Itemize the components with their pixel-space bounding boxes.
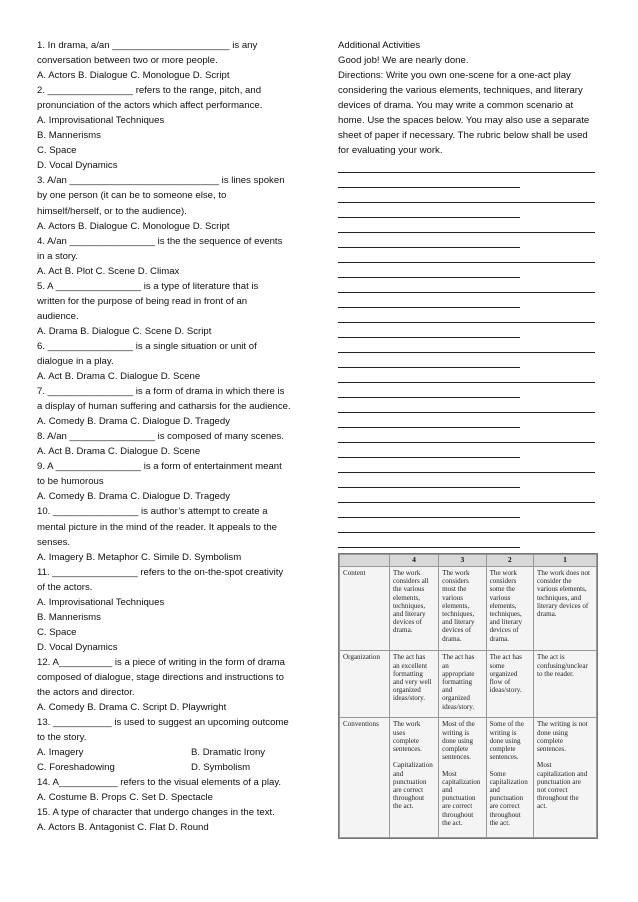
rubric-cell: The work does not consider the various elements, techniques, and literary devices of drama.	[534, 567, 597, 651]
rubric-criterion: Conventions	[340, 718, 390, 838]
blank-writing-line[interactable]	[338, 503, 520, 518]
quiz-text: A. Imagery B. Metaphor C. Simile D. Symbolism	[37, 551, 242, 563]
blank-writing-line[interactable]	[338, 428, 595, 443]
quiz-line	[37, 595, 307, 610]
quiz-text: A. Improvisational Techniques	[37, 115, 165, 127]
quiz-text: conversation between two or more people.	[37, 55, 218, 67]
quiz-line	[37, 429, 307, 444]
quiz-line	[37, 565, 307, 580]
quiz-text: audience.	[37, 310, 79, 322]
quiz-text: A. Costume B. Props C. Set D. Spectacle	[37, 792, 213, 804]
quiz-text: senses.	[37, 536, 71, 548]
quiz-text: of the actors.	[37, 581, 93, 593]
quiz-line	[37, 68, 307, 83]
blank-writing-line[interactable]	[338, 158, 595, 173]
quiz-text: A. Act B. Drama C. Dialogue D. Scene	[37, 446, 201, 458]
quiz-text: C. Foreshadowing	[37, 762, 115, 774]
blank-writing-line[interactable]	[338, 233, 520, 248]
blank-writing-line[interactable]	[338, 533, 520, 548]
rubric-cell: Some of the writing is done using complete sentences. Some capitalization and punctuation are correct throughout the act.	[486, 718, 533, 838]
blank-writing-line[interactable]	[338, 203, 520, 218]
quiz-text: 11. ________________ refers to the on-the-spot creativity	[37, 566, 284, 578]
directions-line: considering the various elements, techniques, and literary	[338, 85, 583, 97]
writing-lines[interactable]	[338, 158, 600, 548]
quiz-text: 14. A___________ refers to the visual elements of a play.	[37, 777, 282, 789]
quiz-text: 7. ________________ is a form of drama in which there is	[37, 386, 285, 398]
quiz-text: by one person (it can be to someone else, to	[37, 190, 227, 202]
directions-line: Directions: Write you own one-scene for a one-act play	[338, 70, 571, 82]
quiz-line	[37, 264, 307, 279]
quiz-line	[37, 760, 307, 775]
rubric-cell: The act has some organized flow of ideas/story.	[486, 651, 533, 718]
quiz-line	[37, 384, 307, 399]
quiz-text: C. Space	[37, 626, 77, 638]
quiz-line	[37, 730, 307, 745]
quiz-line	[37, 805, 307, 820]
blank-writing-line[interactable]	[338, 488, 595, 503]
quiz-text: A. Imagery	[37, 747, 84, 759]
blank-writing-line[interactable]	[338, 398, 595, 413]
quiz-text: A. Act B. Drama C. Dialogue D. Scene	[37, 371, 201, 383]
quiz-text: A. Actors B. Dialogue C. Monologue D. Script	[37, 220, 230, 232]
blank-writing-line[interactable]	[338, 263, 520, 278]
quiz-text: A. Drama B. Dialogue C. Scene D. Script	[37, 325, 212, 337]
rubric-cell: Most of the writing is done using complete sentences. Most capitalization and punctuation are correct throughout the act.	[439, 718, 486, 838]
quiz-line	[37, 294, 307, 309]
blank-writing-line[interactable]	[338, 218, 595, 233]
quiz-line	[37, 820, 307, 835]
quiz-line	[37, 204, 307, 219]
quiz-text: A. Comedy B. Drama C. Script D. Playwright	[37, 702, 227, 714]
quiz-text: 8. A/an ________________ is composed of many scenes.	[37, 431, 284, 443]
quiz-text: D. Symbolism	[191, 762, 251, 774]
quiz-line	[37, 143, 307, 158]
rubric-cell: The work considers all the various elements, techniques, and literary devices of drama.	[390, 567, 439, 651]
blank-writing-line[interactable]	[338, 458, 595, 473]
quiz-text: B. Dramatic Irony	[191, 747, 266, 759]
quiz-text: dialogue in a play.	[37, 355, 114, 367]
quiz-line	[37, 790, 307, 805]
blank-writing-line[interactable]	[338, 383, 520, 398]
quiz-line	[37, 444, 307, 459]
quiz-line	[37, 173, 307, 188]
blank-writing-line[interactable]	[338, 248, 595, 263]
quiz-text: A. Comedy B. Drama C. Dialogue D. Tragedy	[37, 416, 231, 428]
rubric-score-header: 2	[486, 555, 533, 567]
quiz-line	[37, 580, 307, 595]
rubric-row	[340, 651, 597, 718]
rubric-cell: The writing is not done using complete sentences. Most capitalization and punctuation are not correct throughout the act.	[534, 718, 597, 838]
quiz-line	[37, 249, 307, 264]
rubric-cell: The act has an appropriate formatting and organized ideas/story.	[439, 651, 486, 718]
quiz-line	[37, 158, 307, 173]
rubric-table	[338, 553, 598, 839]
quiz-line	[37, 279, 307, 294]
quiz-text: to be humorous	[37, 476, 104, 488]
quiz-line	[37, 685, 307, 700]
quiz-line	[37, 715, 307, 730]
quiz-text: 5. A ________________ is a type of literature that is	[37, 280, 259, 292]
quiz-line	[37, 339, 307, 354]
quiz-text: pronunciation of the actors which affect performance.	[37, 100, 263, 112]
quiz-text: A. Act B. Plot C. Scene D. Climax	[37, 265, 180, 277]
quiz-text: composed of dialogue, stage directions and instructions to	[37, 671, 284, 683]
quiz-line	[37, 399, 307, 414]
quiz-line	[37, 504, 307, 519]
blank-writing-line[interactable]	[338, 173, 520, 188]
quiz-line	[37, 113, 307, 128]
quiz-text: C. Space	[37, 145, 77, 157]
quiz-line	[37, 489, 307, 504]
quiz-text: the actors and director.	[37, 687, 135, 699]
quiz-text: 6. ________________ is a single situation or unit of	[37, 340, 257, 352]
quiz-line	[37, 414, 307, 429]
rubric-cell: The work considers some the various elements, techniques, and literary devices of drama.	[486, 567, 533, 651]
rubric-cell: The work uses complete sentences. Capitalization and punctuation are correct throughout the act.	[390, 718, 439, 838]
quiz-line	[37, 625, 307, 640]
blank-writing-line[interactable]	[338, 473, 520, 488]
activities-subtitle: Good job! We are nearly done.	[338, 55, 469, 67]
quiz-text: A. Actors B. Dialogue C. Monologue D. Script	[37, 70, 230, 82]
blank-writing-line[interactable]	[338, 338, 595, 353]
quiz-text: D. Vocal Dynamics	[37, 160, 118, 172]
quiz-line	[37, 128, 307, 143]
quiz-line	[37, 354, 307, 369]
quiz-text: in a story.	[37, 250, 78, 262]
quiz-text: A. Actors B. Antagonist C. Flat D. Round	[37, 822, 209, 834]
blank-writing-line[interactable]	[338, 188, 595, 203]
quiz-text: 13. ___________ is used to suggest an upcoming outcome	[37, 717, 289, 729]
quiz-text: 1. In drama, a/an ______________________ is any	[37, 40, 258, 51]
activities-title: Additional Activities	[338, 40, 421, 51]
blank-writing-line[interactable]	[338, 518, 595, 533]
blank-writing-line[interactable]	[338, 368, 595, 383]
activities-directions	[338, 68, 600, 158]
rubric-score-header: 3	[439, 555, 486, 567]
rubric-cell: The act is confusing/unclear to the reader.	[534, 651, 597, 718]
rubric-cell: The act has an excellent formatting and very well organized ideas/story.	[390, 651, 439, 718]
quiz-line	[37, 640, 307, 655]
quiz-line	[37, 535, 307, 550]
rubric-score-header	[340, 555, 390, 567]
directions-line: for evaluating your work.	[338, 145, 443, 157]
quiz-line	[37, 219, 307, 234]
additional-activities	[338, 38, 600, 548]
quiz-line	[37, 38, 307, 53]
quiz-text: D. Vocal Dynamics	[37, 641, 118, 653]
quiz-line	[37, 775, 307, 790]
blank-writing-line[interactable]	[338, 293, 520, 308]
directions-line: devices of drama. You may write a common scenario at	[338, 100, 574, 112]
blank-writing-line[interactable]	[338, 413, 520, 428]
quiz-text: himself/herself, or to the audience).	[37, 205, 187, 217]
quiz-text: a display of human suffering and catharsis for the audience.	[37, 401, 291, 413]
quiz-line	[37, 550, 307, 565]
quiz-line	[37, 309, 307, 324]
quiz-line	[37, 53, 307, 68]
blank-writing-line[interactable]	[338, 353, 520, 368]
quiz-column	[37, 38, 307, 835]
quiz-text: 2. ________________ refers to the range, pitch, and	[37, 85, 262, 97]
rubric-score-header: 1	[534, 555, 597, 567]
quiz-line	[37, 188, 307, 203]
quiz-text: 4. A/an ________________ is the the sequence of events	[37, 235, 283, 247]
quiz-line	[37, 610, 307, 625]
quiz-line	[37, 234, 307, 249]
directions-line: sheet of paper if necessary. The rubric below shall be used	[338, 130, 588, 142]
quiz-text: 10. ________________ is author’s attempt to create a	[37, 506, 268, 518]
quiz-text: A. Comedy B. Drama C. Dialogue D. Tragedy	[37, 491, 231, 503]
quiz-line	[37, 520, 307, 535]
blank-writing-line[interactable]	[338, 278, 595, 293]
rubric-criterion: Organization	[340, 651, 390, 718]
blank-writing-line[interactable]	[338, 443, 520, 458]
quiz-text: 9. A ________________ is a form of entertainment meant	[37, 461, 282, 473]
rubric-row	[340, 567, 597, 651]
rubric-cell: The work considers most the various elements, techniques, and literary devices of drama.	[439, 567, 486, 651]
quiz-line	[37, 474, 307, 489]
quiz-text: written for the purpose of being read in front of an	[37, 295, 248, 307]
quiz-line	[37, 670, 307, 685]
rubric-score-header: 4	[390, 555, 439, 567]
quiz-line	[37, 459, 307, 474]
quiz-text: 3. A/an ____________________________ is lines spoken	[37, 175, 285, 187]
quiz-text: mental picture in the mind of the reader. It appeals to the	[37, 521, 277, 533]
blank-writing-line[interactable]	[338, 308, 595, 323]
quiz-text: B. Mannerisms	[37, 130, 101, 142]
quiz-line	[37, 745, 307, 760]
quiz-line	[37, 700, 307, 715]
blank-writing-line[interactable]	[338, 323, 520, 338]
quiz-text: A. Improvisational Techniques	[37, 596, 165, 608]
quiz-text: 15. A type of character that undergo changes in the text.	[37, 807, 275, 819]
quiz-text: 12. A__________ is a piece of writing in the form of drama	[37, 656, 285, 668]
quiz-line	[37, 324, 307, 339]
directions-line: home. Use the spaces below. You may also use a separate	[338, 115, 590, 127]
rubric-row	[340, 718, 597, 838]
quiz-text: to the story.	[37, 732, 87, 744]
quiz-line	[37, 655, 307, 670]
rubric-criterion: Content	[340, 567, 390, 651]
rubric-header-row	[340, 555, 597, 567]
quiz-text: B. Mannerisms	[37, 611, 101, 623]
quiz-line	[37, 98, 307, 113]
quiz-line	[37, 369, 307, 384]
quiz-line	[37, 83, 307, 98]
